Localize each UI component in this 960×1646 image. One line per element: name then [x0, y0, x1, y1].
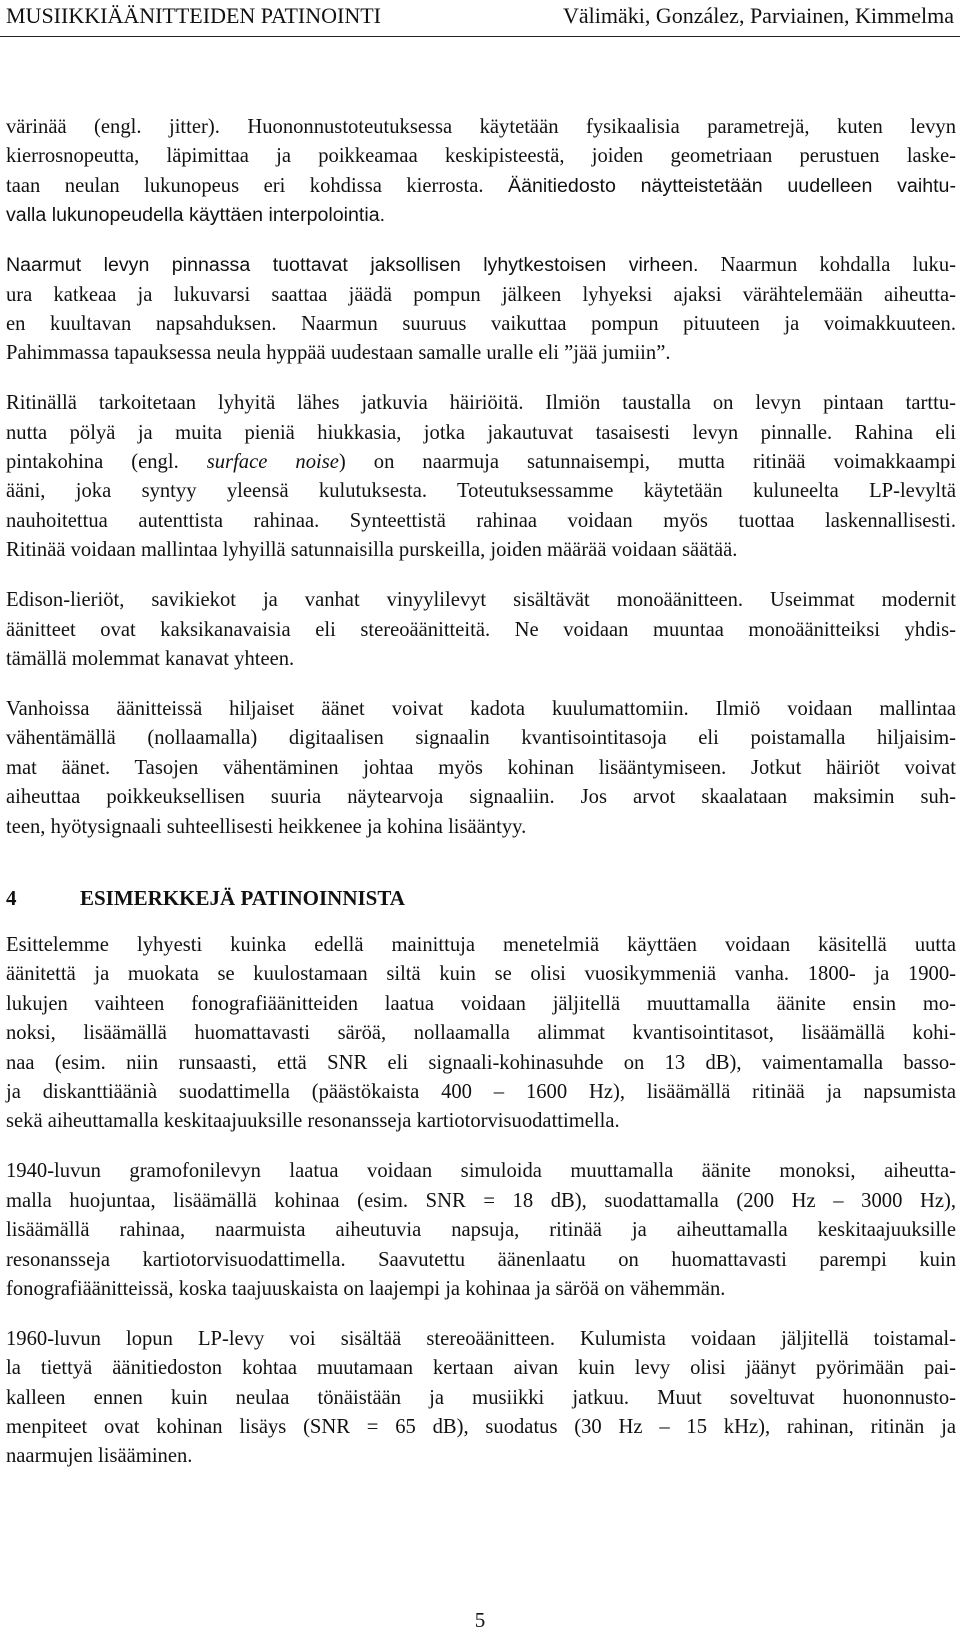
- text-line: resonansseja kartiotorvisuodattimella. Saavutettu äänenlaatu on huomattavasti parempi kuin: [6, 1248, 956, 1271]
- paragraph-scratches: [6, 251, 956, 369]
- text-line: en kuultavan napsahduksen. Naarmun suuruus vaikuttaa pompun pituuteen ja voimakkuuteen.: [6, 312, 956, 335]
- text-line: teen, hyötysignaali suhteellisesti heikkenee ja kohina lisääntyy.: [6, 815, 527, 838]
- text-line: naa (esim. niin runsaasti, että SNR eli signaali-kohinasuhde on 13 dB), vaimentamalla basso-: [6, 1051, 956, 1074]
- text-line: sekä aiheuttamalla keskitaajuuksille resonansseja kartiotorvisuodattimella.: [6, 1110, 620, 1133]
- text-line: Vanhoissa äänitteissä hiljaiset äänet voivat kadota kuulumattomiin. Ilmiö voidaan mallintaa: [6, 697, 956, 720]
- text-line: Ritinällä tarkoitetaan lyhyitä lähes jatkuvia häiriöitä. Ilmiön taustalla on levyn pintaan tarttu-: [6, 392, 956, 415]
- paragraph-phonograph: [6, 931, 956, 1137]
- emphasis-term: surface noise: [206, 451, 339, 474]
- section-heading: [6, 884, 956, 913]
- text-line: vähentämällä (nollaamalla) digitaalisen signaalin kvantisointitasoja eli poistamalla hiljaisim-: [6, 727, 956, 750]
- text-line: Pahimmassa tapauksessa neula hyppää uudestaan samalle uralle eli ”jää jumiin”.: [6, 342, 671, 365]
- text-line: tämällä molemmat kanavat yhteen.: [6, 648, 295, 670]
- text-line: äänitettä ja muokata se kuulostamaan siltä kuin se olisi vuosikymmeniä vanha. 1800- ja 1900-: [6, 963, 956, 986]
- page-number: 5: [474, 1608, 486, 1632]
- paragraph-quiet-sounds: [6, 695, 956, 842]
- paragraph-jitter: [6, 113, 956, 231]
- text-line: 1940-luvun gramofonilevyn laatua voidaan simuloida muuttamalla äänite monoksi, aiheutta-: [6, 1160, 956, 1183]
- text-line: noksi, lisäämällä huomattavasti säröä, nollaamalla alimmat kvantisointitasot, lisäämällä kohi-: [6, 1022, 956, 1045]
- text-line: lisäämällä rahinaa, naarmuista aiheutuvia napsuja, ritinää ja aiheuttamalla keskitaajuuksille: [6, 1219, 956, 1242]
- text-line: naarmujen lisääminen.: [6, 1445, 193, 1468]
- text-line: nauhoitettua autenttista rahinaa. Synteettistä rahinaa voidaan myös tuottaa laskennallisesti.: [6, 509, 956, 532]
- text-line: mat äänet. Tasojen vähentäminen johtaa myös kohinan lisääntymiseen. Jotkut häiriöt voivat: [6, 756, 956, 779]
- paragraph-lp-record: [6, 1325, 956, 1472]
- header-title: MUSIIKKIÄÄNITTEIDEN PATINOINTI: [6, 3, 381, 28]
- text-line: malla huojuntaa, lisäämällä kohinaa (esim. SNR = 18 dB), suodattamalla (200 Hz – 3000 Hz),: [6, 1189, 956, 1212]
- text-line: menpiteet ovat kohinan lisäys (SNR = 65 dB), suodatus (30 Hz – 15 kHz), rahinan, ritinän ja: [6, 1416, 956, 1439]
- text-line: la tiettyä äänitiedoston kohtaa muutamaan kertaan aivan kuin levy olisi jäänyt pyörimään pai-: [6, 1357, 956, 1380]
- text-line: äänitteet ovat kaksikanavaisia eli stereoäänitteitä. Ne voidaan muuntaa monoäänitteiksi yhdis-: [6, 618, 956, 641]
- text-line: nutta pölyä ja muita pieniä hiukkasia, jotka jakautuvat tasaisesti levyn pinnalle. Rahina eli: [6, 421, 956, 444]
- text-line: lukujen vaihteen fonografiäänitteiden laatua voidaan jäljitellä muuttamalla äänite ensin mo-: [6, 992, 956, 1015]
- section-title: ESIMERKKEJÄ PATINOINNISTA: [80, 885, 405, 910]
- text-line: värinää (engl. jitter). Huononnustoteutuksessa käytetään fysikaalisia parametrejä, kuten levyn: [6, 116, 956, 138]
- text-line: ääni, joka syntyy yleensä kulutuksesta. Toteutuksessamme käytetään kuluneelta LP-levyltä: [6, 480, 956, 503]
- text-line: ura katkeaa ja lukuvarsi saattaa jäädä pompun jälkeen lyhyeksi ajaksi värähtelemään aiheutta-: [6, 283, 956, 306]
- text-line: taan neulan lukunopeus eri kohdissa kierrosta. Äänitiedosto näytteistetään uudelleen vaihtu-: [6, 174, 956, 197]
- text-line: fonografiäänitteissä, koska taajuuskaista on laajempi ja kohinaa ja säröä on vähemmän.: [6, 1277, 726, 1300]
- paragraph-crackle: [6, 389, 956, 565]
- text-line: pintakohina (engl. surface noise) on naarmuja satunnaisempi, mutta ritinää voimakkaampi: [6, 451, 956, 474]
- text-line: Ritinää voidaan mallintaa lyhyillä satunnaisilla purskeilla, joiden määrää voidaan säätää.: [6, 539, 738, 562]
- running-header: [0, 0, 960, 37]
- page-body: [6, 113, 956, 1492]
- text-line: Naarmut levyn pinnassa tuottavat jaksollisen lyhytkestoisen virheen. Naarmun kohdalla luku-: [6, 254, 956, 277]
- text-line: ja diskanttiäänià suodattimella (päästökaista 400 – 1600 Hz), lisäämällä ritinää ja napsumista: [6, 1080, 956, 1103]
- paragraph-mono: [6, 586, 956, 674]
- text-line: Edison-lieriöt, savikiekot ja vanhat vinyylilevyt sisältävät monoäänitteen. Useimmat modernit: [6, 589, 956, 612]
- text-line: kalleen ennen kuin neulaa tönäistään ja musiikki jatkuu. Muut soveltuvat huononnusto-: [6, 1386, 956, 1409]
- text-line: valla lukunopeudella käyttäen interpolointia.: [6, 204, 386, 227]
- text-line: 1960-luvun lopun LP-levy voi sisältää stereoäänitteen. Kulumista voidaan jäljitellä toistamal-: [6, 1327, 956, 1350]
- paragraph-gramophone: [6, 1157, 956, 1304]
- header-authors: Välimäki, González, Parviainen, Kimmelma: [563, 3, 954, 28]
- text-line: aiheuttaa poikkeuksellisen suuria näytearvoja signaaliin. Jos arvot skaalataan maksimin suh-: [6, 786, 956, 809]
- text-line: kierrosnopeutta, läpimittaa ja poikkeamaa keskipisteestä, joiden geometriaan perustuen laske-: [6, 145, 956, 168]
- text-line: Esittelemme lyhyesti kuinka edellä mainittuja menetelmiä käyttäen voidaan käsitellä uutta: [6, 933, 956, 956]
- section-number: 4: [6, 885, 17, 910]
